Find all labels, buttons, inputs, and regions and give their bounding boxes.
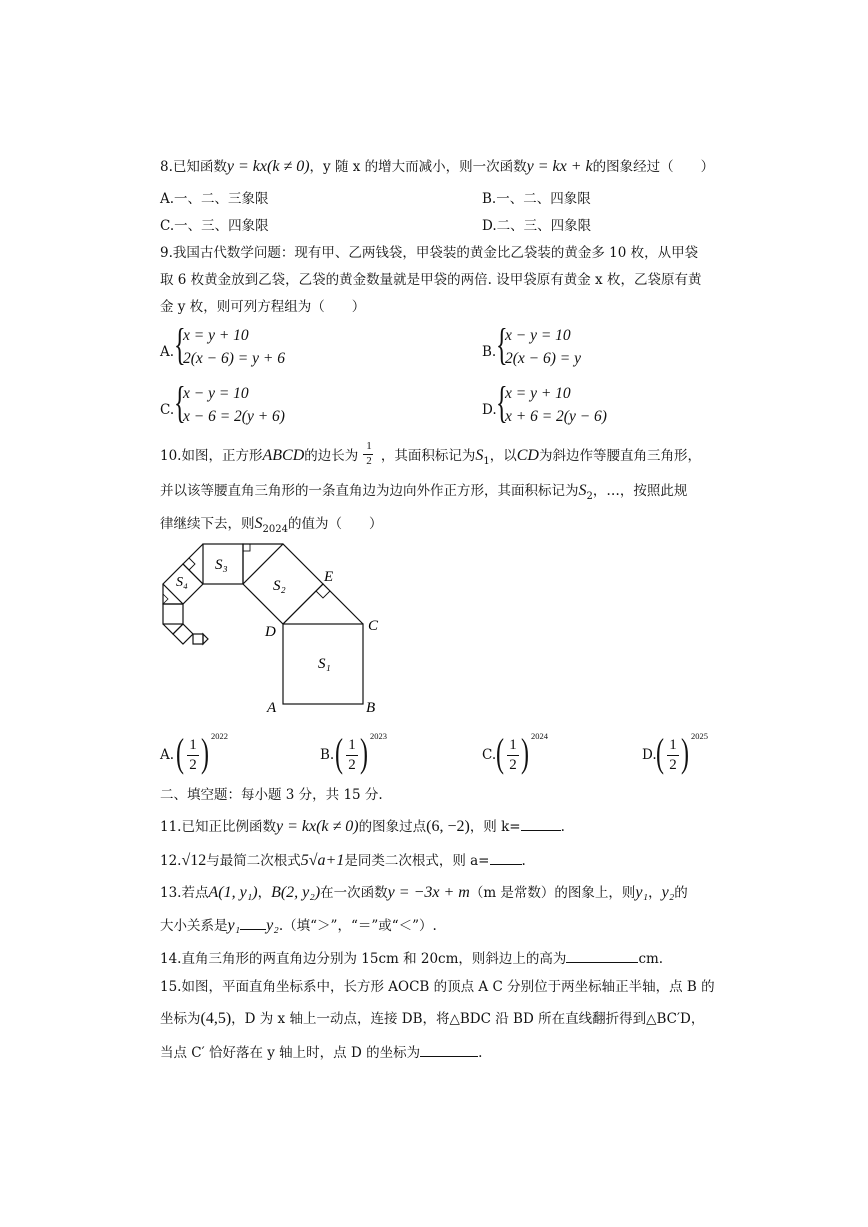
q10-opt-a-exp: 2022: [211, 731, 228, 741]
q13-line2-y1: y₁: [227, 917, 241, 934]
q12-rad1: √12: [181, 852, 207, 869]
q11-a: 11.已知正比例函数: [160, 819, 276, 835]
q9-c-eq2: x − 6 = 2(y + 6): [183, 408, 285, 425]
q10-opt-c-bar: [507, 755, 519, 756]
q13-func: y = −3x + m: [387, 884, 470, 901]
q15-line3: [160, 1042, 482, 1062]
q10-opt-d-exp: 2025: [691, 731, 708, 741]
q10-opt-a-lparen: (: [176, 730, 184, 775]
q11-d: .: [560, 819, 565, 835]
q10-abcd: ABCD: [262, 447, 305, 464]
q10-opt-b-exp: 2023: [370, 731, 387, 741]
q13-line2-a: 大小关系是: [160, 918, 228, 934]
q11-point: (6, −2): [426, 818, 470, 835]
q10-l1-b: 的边长为: [304, 448, 359, 464]
q10-opt-b-lparen: (: [335, 730, 343, 775]
q10-opt-b-num: 1: [348, 737, 356, 753]
q15-point: (4,5): [200, 1010, 232, 1027]
q10-opt-c-lparen: (: [496, 730, 504, 775]
q13-point-b: B(2, y₂): [271, 884, 321, 901]
q13-line1: [160, 884, 688, 902]
fig-label-b: B: [366, 700, 376, 716]
q8-stem-b: ，y 随 x 的增大而减小，则一次函数: [309, 159, 527, 175]
q12-b: 与最简二次根式: [206, 853, 301, 869]
q10-s2-sub: 2: [586, 491, 593, 502]
q10-opt-b-bar: [346, 755, 358, 756]
q9-a-eq2: 2(x − 6) = y + 6: [183, 350, 285, 367]
q9-b-eq1: x − y = 10: [505, 327, 571, 344]
q10-opt-b-label: B.: [320, 747, 335, 763]
q8-option-a: A.一、二、三象限: [160, 191, 269, 207]
fig-label-c: C: [368, 618, 379, 634]
q15-line3-a: 当点 C′ 恰好落在 y 轴上时，点 D 的坐标为: [160, 1045, 421, 1061]
q9-b-label: B.: [482, 344, 497, 360]
q13-c: （m 是常数）的图象上，则: [469, 885, 636, 901]
q9-line2: 取 6 枚黄金放到乙袋，乙袋的黄金数量就是甲袋的两倍. 设甲袋原有黄金 x 枚，乙袋原有黄: [160, 272, 702, 288]
q10-l1-c: ，其面积标记为: [380, 448, 476, 464]
q13-answer-blank[interactable]: [240, 915, 266, 930]
q8-stem-a: 8.已知函数: [160, 159, 227, 175]
q10-half-num: 1: [366, 440, 372, 452]
q10-s2024: S: [254, 515, 263, 532]
q11-c: ，则 k=: [469, 819, 521, 835]
q12: [160, 850, 526, 870]
q9-d-brace: {: [496, 378, 508, 427]
q10-opt-a-num: 1: [189, 737, 197, 753]
q10-opt-d-rparen: ): [681, 730, 689, 775]
q12-answer-blank[interactable]: [490, 850, 522, 865]
q10-s1-sub: 1: [483, 456, 490, 467]
q14-text: 14.直角三角形的两直角边分别为 15cm 和 20cm，则斜边上的高为: [160, 951, 567, 967]
q11-answer-blank[interactable]: [521, 816, 561, 831]
q8-func1: y = kx(k ≠ 0): [226, 158, 310, 175]
q10-s2024-sub: 2024: [262, 524, 288, 535]
q10-opt-c-rparen: ): [521, 730, 529, 775]
q9-b-eq2: 2(x − 6) = y: [505, 350, 582, 367]
fig-label-e: E: [324, 569, 334, 585]
q10-cd: CD: [516, 447, 539, 464]
q10-line2-a: 并以该等腰直角三角形的一条直角边为边向外作正方形，其面积标记为: [160, 483, 579, 499]
q10-opt-d-label: D.: [642, 747, 657, 763]
q11-func: y = kx(k ≠ 0): [275, 818, 359, 835]
q13-line2-b: .（填“＞”，“＝”或“＜”）.: [278, 918, 437, 934]
fig-label-s2: S₂: [273, 578, 286, 594]
q8-stem-c: 的图象经过（ ）: [592, 159, 715, 175]
q9-c-brace: {: [174, 378, 186, 427]
q15-line2-b: ，D 为 x 轴上一动点，连接 DB，将△BDC 沿 BD 所在直线翻折得到△BC′D，: [231, 1011, 705, 1027]
q15-answer-blank[interactable]: [420, 1042, 478, 1057]
q9-c-eq1: x − y = 10: [183, 385, 249, 402]
q13-d: 的: [674, 885, 688, 901]
q15-line3-b: .: [478, 1045, 483, 1061]
q10-opt-a-label: A.: [160, 747, 175, 763]
q10-l1-d: ，以: [489, 448, 517, 464]
q10-l1-a: 10.如图，正方形: [160, 448, 263, 464]
q9-d-label: D.: [482, 402, 497, 418]
q11-b: 的图象过点: [358, 819, 427, 835]
q8-option-d: D.二、三、四象限: [482, 218, 592, 234]
q14: [160, 948, 663, 968]
q10-opt-d-num: 1: [669, 737, 677, 753]
q13-sep: ，: [257, 885, 272, 901]
fig-label-s1: S₁: [318, 656, 331, 672]
q10-half-den: 2: [366, 455, 372, 467]
q12-a: 12.: [160, 853, 182, 869]
q10-s2: S: [578, 482, 587, 499]
q15-line2: [160, 1010, 704, 1028]
q13-line2-y2: y₂: [266, 917, 279, 934]
q13-line2: [160, 915, 437, 935]
q14-answer-blank[interactable]: [566, 948, 638, 963]
q10-line2-b: ，…，按照此规: [592, 483, 688, 499]
q13-point-a: A(1, y₁): [208, 884, 258, 901]
q10-opt-b-den: 2: [348, 757, 356, 773]
fig-label-d: D: [265, 624, 276, 640]
q10-opt-d-den: 2: [669, 757, 677, 773]
q8-option-c: C.一、三、四象限: [160, 218, 269, 234]
q10-opt-c-num: 1: [509, 737, 517, 753]
q9-d-eq1: x = y + 10: [505, 385, 571, 402]
q13-a: 13.若点: [160, 885, 209, 901]
q10-opt-b-rparen: ): [360, 730, 368, 775]
q12-rad2: 5√a+1: [300, 852, 345, 869]
q10-s1: S: [475, 447, 484, 464]
q8-option-b: B.一、二、四象限: [482, 191, 591, 207]
fig-label-s3: S₃: [215, 557, 228, 573]
q12-d: .: [521, 853, 526, 869]
q9-a-brace: {: [174, 320, 186, 369]
section2-heading: 二、填空题：每小题 3 分，共 15 分.: [160, 787, 383, 803]
q13-y1: y₁: [635, 884, 649, 901]
q10-opt-c-exp: 2024: [531, 731, 548, 741]
q9-d-eq2: x + 6 = 2(y − 6): [505, 408, 607, 425]
fig-label-a: A: [267, 700, 277, 716]
q10-opt-a-rparen: ): [201, 730, 209, 775]
q15-line2-a: 坐标为: [160, 1011, 201, 1027]
q13-y2: y₂: [661, 884, 675, 901]
q13-b: 在一次函数: [320, 885, 388, 901]
q10-opt-d-lparen: (: [656, 730, 664, 775]
q10-opt-a-bar: [187, 755, 199, 756]
q10-l1-e: 为斜边作等腰直角三角形，: [538, 448, 701, 464]
q13-comma: ，: [648, 885, 662, 901]
q10-opt-d-bar: [667, 755, 679, 756]
q9-b-brace: {: [496, 320, 508, 369]
q12-c: 是同类二次根式，则 a=: [344, 853, 490, 869]
q15-line1: 15.如图，平面直角坐标系中，长方形 AOCB 的顶点 A C 分别位于两坐标轴正半轴，点 B 的: [160, 979, 715, 995]
q9-a-eq1: x = y + 10: [183, 327, 249, 344]
fig-label-s4: S₄: [176, 575, 188, 590]
q10-opt-a-den: 2: [189, 757, 197, 773]
q9-line3: 金 y 枚，则可列方程组为（ ）: [160, 299, 366, 315]
q14-unit: cm.: [638, 951, 664, 967]
q11: [160, 816, 565, 836]
triangle-dec: [283, 584, 363, 624]
q9-a-label: A.: [160, 344, 175, 360]
q10-line3-a: 律继续下去，则: [160, 516, 255, 532]
q9-c-label: C.: [160, 402, 175, 418]
q9-line1: 9.我国古代数学问题：现有甲、乙两钱袋，甲袋装的黄金比乙袋装的黄金多 10 枚，从甲袋: [160, 245, 699, 261]
q8-func2: y = kx + k: [526, 158, 593, 175]
q10-opt-c-label: C.: [482, 747, 497, 763]
q10-line3-b: 的值为（ ）: [287, 516, 383, 532]
q10-opt-c-den: 2: [509, 757, 517, 773]
